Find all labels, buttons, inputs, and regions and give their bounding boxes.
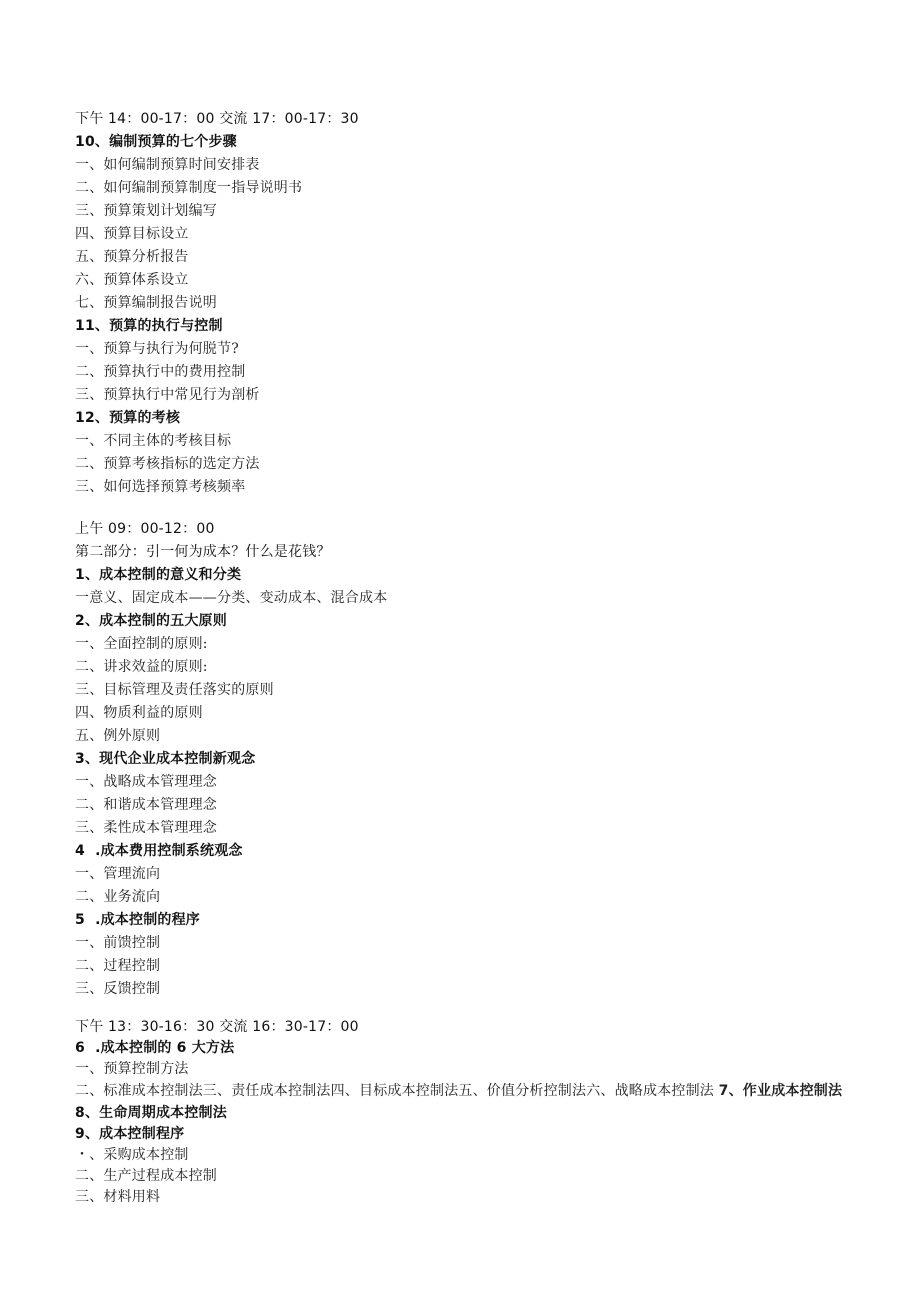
session-time: 下午 13：30-16：30 交流 16：30-17：00 bbox=[75, 1019, 359, 1035]
list-item: ・、采购成本控制 bbox=[75, 1147, 189, 1163]
document-page bbox=[75, 108, 865, 1208]
list-item: 三、目标管理及责任落实的原则 bbox=[75, 682, 274, 698]
section-gap bbox=[75, 499, 865, 518]
list-item: 一、前馈控制 bbox=[75, 935, 161, 951]
section-heading: 4 .成本费用控制系统观念 bbox=[75, 843, 243, 859]
list-item: 二、生产过程成本控制 bbox=[75, 1168, 217, 1184]
section-heading: 6 .成本控制的 6 大方法 bbox=[75, 1040, 235, 1056]
list-item: 三、如何选择预算考核频率 bbox=[75, 479, 246, 495]
list-item: 二、业务流向 bbox=[75, 889, 161, 905]
list-item: 二、和谐成本管理理念 bbox=[75, 797, 217, 813]
list-item: 一、不同主体的考核目标 bbox=[75, 433, 232, 449]
list-item: 二、讲求效益的原则: bbox=[75, 659, 208, 675]
list-item: 一、如何编制预算时间安排表 bbox=[75, 157, 260, 173]
section-gap bbox=[75, 1001, 865, 1017]
session-time: 上午 09：00-12：00 bbox=[75, 521, 215, 537]
list-item: 五、预算分析报告 bbox=[75, 249, 189, 265]
section-heading: 8、生命周期成本控制法 bbox=[75, 1105, 227, 1121]
section-heading: 12、预算的考核 bbox=[75, 410, 181, 426]
list-item: 二、如何编制预算制度一指导说明书 bbox=[75, 180, 303, 196]
part-title: 第二部分：引一何为成本？什么是花钱？ bbox=[75, 544, 331, 560]
section-heading: 9、成本控制程序 bbox=[75, 1126, 185, 1142]
list-item: 一意义、固定成本——分类、变动成本、混合成本 bbox=[75, 590, 388, 606]
list-item: 二、预算考核指标的选定方法 bbox=[75, 456, 260, 472]
list-item: 三、预算执行中常见行为剖析 bbox=[75, 387, 260, 403]
wrapped-list-item bbox=[75, 1080, 865, 1103]
list-item: 二、预算执行中的费用控制 bbox=[75, 364, 246, 380]
wrapped-line-main: 二、标准成本控制法三、责任成本控制法四、目标成本控制法五、价值分析控制法六、战略成本控制法 bbox=[75, 1083, 719, 1099]
section-heading: 5 .成本控制的程序 bbox=[75, 912, 201, 928]
list-item: 二、过程控制 bbox=[75, 958, 161, 974]
list-item: 四、预算目标设立 bbox=[75, 226, 189, 242]
section-heading: 3、现代企业成本控制新观念 bbox=[75, 751, 256, 767]
list-item: 一、战略成本管理理念 bbox=[75, 774, 217, 790]
list-item: 五、例外原则 bbox=[75, 728, 161, 744]
list-item: 一、预算与执行为何脱节? bbox=[75, 341, 239, 357]
wrapped-line-tail: 7、作业成本控制法 bbox=[718, 1083, 843, 1099]
list-item: 一、预算控制方法 bbox=[75, 1061, 189, 1077]
list-item: 三、柔性成本管理理念 bbox=[75, 820, 217, 836]
section-heading: 10、编制预算的七个步骤 bbox=[75, 134, 237, 150]
list-item: 七、预算编制报告说明 bbox=[75, 295, 217, 311]
section-heading: 1、成本控制的意义和分类 bbox=[75, 567, 242, 583]
list-item: 一、管理流向 bbox=[75, 866, 161, 882]
list-item: 一、全面控制的原则: bbox=[75, 636, 208, 652]
section-heading: 2、成本控制的五大原则 bbox=[75, 613, 227, 629]
session-time: 下午 14：00-17：00 交流 17：00-17：30 bbox=[75, 111, 359, 127]
list-item: 六、预算体系设立 bbox=[75, 272, 189, 288]
section-heading: 11、预算的执行与控制 bbox=[75, 318, 223, 334]
list-item: 三、材料用料 bbox=[75, 1189, 161, 1205]
list-item: 三、反馈控制 bbox=[75, 981, 161, 997]
list-item: 四、物质利益的原则 bbox=[75, 705, 203, 721]
list-item: 三、预算策划计划编写 bbox=[75, 203, 217, 219]
